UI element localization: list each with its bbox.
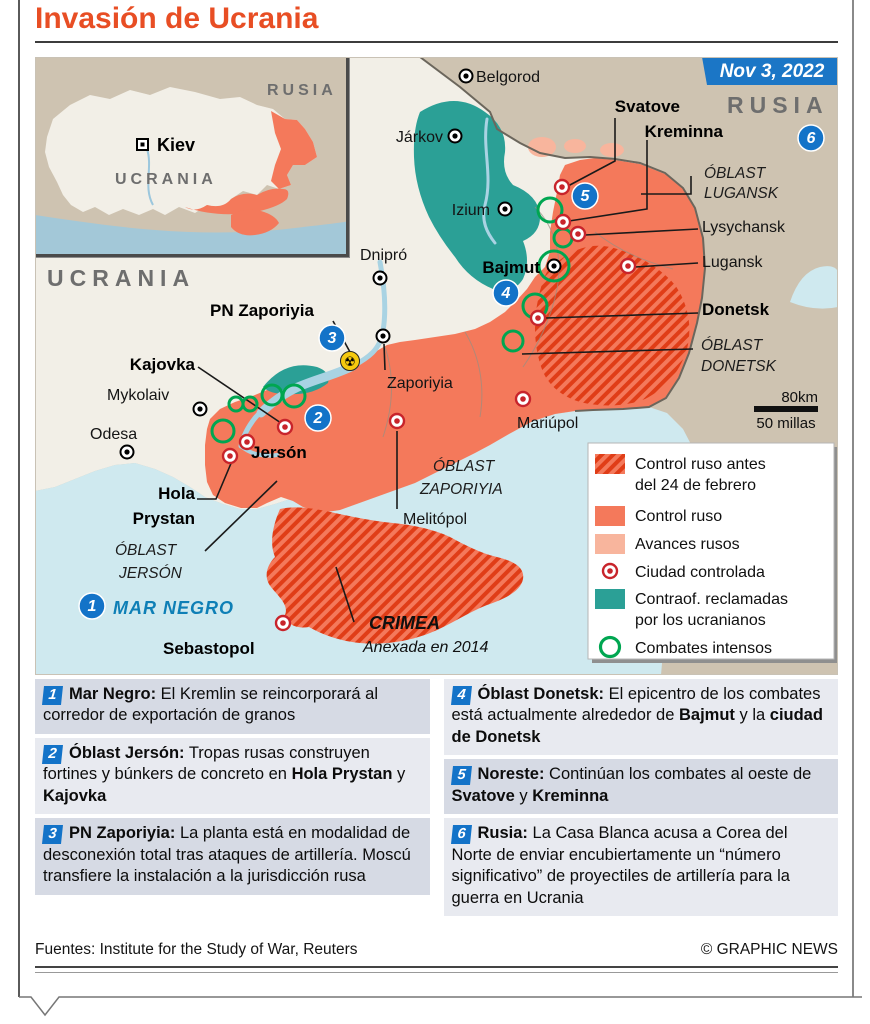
- legend-label: Combates intensos: [635, 640, 772, 657]
- map-label: Mariúpol: [517, 415, 579, 432]
- map-label: RUSIA: [727, 92, 829, 118]
- scale-km-label: 80km: [781, 389, 818, 406]
- map-label: Svatove: [614, 97, 680, 116]
- notes-column-left: [35, 679, 430, 920]
- footer-divider: [35, 966, 838, 973]
- map-label: Zaporiyia: [387, 375, 453, 392]
- svg-text:☢: ☢: [344, 354, 356, 369]
- map-label: Melitópol: [403, 511, 468, 528]
- note-item-1: 1 Mar Negro: El Kremlin se reincorporará al corredor de exportación de granos: [35, 679, 430, 734]
- note-number-badge: 4: [451, 686, 472, 705]
- map-label: ÓBLAST: [433, 458, 495, 475]
- map-label: ÓBLAST: [701, 337, 763, 354]
- notes-column-right: [444, 679, 839, 920]
- map-label: Lysychansk: [702, 219, 785, 236]
- map-label: Dnipró: [360, 247, 408, 264]
- map-label: Kajovka: [129, 355, 195, 374]
- map-label: ZAPORIYIA: [420, 481, 503, 498]
- inset-map: [35, 57, 350, 258]
- page-title: Invasión de Ucrania: [35, 2, 319, 35]
- legend-label: Ciudad controlada: [635, 564, 765, 581]
- map-legend: [588, 443, 838, 663]
- leader-line: [384, 344, 385, 370]
- note-number-badge: 5: [451, 766, 472, 785]
- inset-rusia-label: RUSIA: [267, 82, 337, 99]
- map-label: Jersón: [251, 443, 307, 462]
- legend-swatch-control: [595, 506, 625, 526]
- map-label: Hola: [158, 484, 195, 503]
- legend-label: del 24 de febrero: [635, 477, 756, 494]
- map-label: UCRANIA: [47, 265, 196, 291]
- note-number-badge: 1: [42, 686, 63, 705]
- map-label: Sebastopol: [163, 639, 255, 658]
- map-label: Járkov: [395, 129, 443, 146]
- map-label: Mykolaiv: [107, 387, 170, 404]
- svg-text:4: 4: [501, 285, 511, 302]
- legend-label: Avances rusos: [635, 536, 740, 553]
- note-number-badge: 6: [451, 825, 472, 844]
- map-label: MAR NEGRO: [113, 598, 234, 618]
- notes-section: [35, 679, 838, 920]
- map-label: ÓBLAST: [115, 542, 177, 559]
- legend-label: Contraof. reclamadas: [635, 591, 788, 608]
- map-label: Bajmut: [482, 258, 540, 277]
- map-container: [35, 57, 838, 675]
- svg-text:3: 3: [327, 330, 337, 347]
- radiation-icon: [341, 352, 360, 371]
- note-item-4: 4 Óblast Donetsk: El epicentro de los combates está actualmente alrededor de Bajmut y la ciudad de Donetsk: [444, 679, 839, 755]
- legend-swatch-counteroffensive: [595, 589, 625, 609]
- map-label: Kreminna: [644, 122, 723, 141]
- note-item-5: 5 Noreste: Continúan los combates al oeste de Svatove y Kreminna: [444, 759, 839, 814]
- map-label: Belgorod: [476, 69, 541, 86]
- left-border-rule: [18, 0, 20, 997]
- map-label: JERSÓN: [119, 565, 182, 582]
- map-label: LUGANSK: [704, 185, 779, 202]
- note-number-badge: 2: [42, 745, 63, 764]
- legend-swatch-advances: [595, 534, 625, 554]
- svg-text:5: 5: [580, 188, 590, 205]
- map-label: CRIMEA: [369, 613, 440, 633]
- map-label: DONETSK: [701, 358, 776, 375]
- note-number-badge: 3: [42, 825, 63, 844]
- legend-swatch-prefeb: [595, 454, 625, 474]
- right-border-rule: [852, 0, 854, 997]
- date-banner-label: Nov 3, 2022: [719, 61, 825, 82]
- note-item-3: 3 PN Zaporiyia: La planta está en modalidad de desconexión total tras ataques de artillería. Moscú transfiere la instalación a la jurisdicción rusa: [35, 818, 430, 894]
- map-label: Donetsk: [702, 300, 770, 319]
- sources-text: Fuentes: Institute for the Study of War, Reuters: [35, 941, 358, 958]
- credit-text: © GRAPHIC NEWS: [700, 941, 838, 958]
- map-svg: [35, 57, 838, 675]
- svg-text:2: 2: [313, 410, 323, 427]
- scale-miles-label: 50 millas: [756, 415, 816, 432]
- title-divider: [35, 41, 838, 43]
- note-item-6: 6 Rusia: La Casa Blanca acusa a Corea del Norte de enviar encubiertamente un “número significativo” de proyectiles de artillería para la guerra en Ucrania: [444, 818, 839, 916]
- legend-label: por los ucranianos: [635, 612, 766, 629]
- inset-ucrania-label: UCRANIA: [115, 171, 217, 188]
- inset-kiev-label: Kiev: [157, 135, 196, 155]
- map-label: Odesa: [90, 426, 138, 443]
- map-label: Izium: [451, 202, 490, 219]
- map-label: Prystan: [132, 509, 195, 528]
- legend-label: Control ruso antes: [635, 456, 766, 473]
- map-label: ÓBLAST: [704, 165, 766, 182]
- svg-text:6: 6: [806, 130, 816, 147]
- footer: [35, 941, 838, 959]
- note-item-2: 2 Óblast Jersón: Tropas rusas construyen fortines y búnkers de concreto en Hola Prystan y Kajovka: [35, 738, 430, 814]
- legend-label: Control ruso: [635, 508, 723, 525]
- svg-text:1: 1: [87, 598, 97, 615]
- bottom-divider: [0, 996, 870, 1022]
- map-label: Anexada en 2014: [363, 639, 489, 656]
- map-label: Lugansk: [702, 254, 763, 271]
- map-label: PN Zaporiyia: [210, 301, 314, 320]
